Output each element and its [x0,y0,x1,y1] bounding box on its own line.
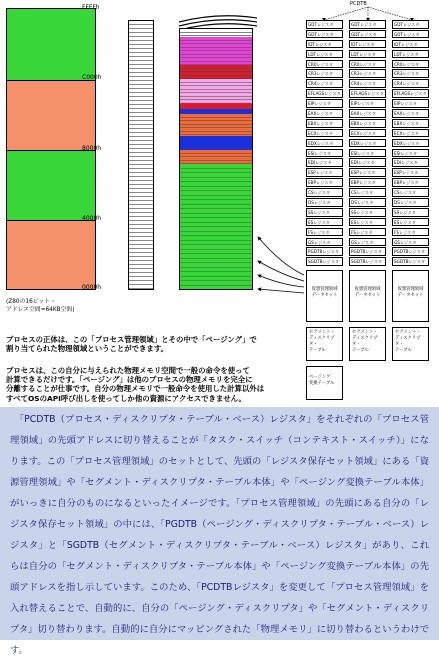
register-cell: EDIレジスタ [306,158,343,167]
register-cell: EBXレジスタ [306,119,343,128]
seg-box-3: セグメント・ ディスクリプタ・ テーブル [392,327,429,361]
register-cell: GDTレジスタ [349,30,386,39]
stack-green-band [180,164,252,290]
register-cell: FSレジスタ [392,228,429,237]
register-cell: CR4レジスタ [306,79,343,88]
register-cell: ESIレジスタ [349,149,386,158]
stack-blue-band-2 [180,136,252,150]
register-cell: CR0レジスタ [306,60,343,69]
register-cell: EDXレジスタ [349,139,386,148]
register-cell: ESPレジスタ [392,168,429,177]
seg-box-2: セグメント・ ディスクリプタ・ テーブル [349,327,386,361]
segment-0000-4000 [7,220,95,290]
register-cell: EDXレジスタ [392,139,429,148]
mgmt-box-1: 仮想管理領域 データセット [306,270,343,322]
register-cell: CR0レジスタ [392,60,429,69]
register-cell: ESレジスタ [349,218,386,227]
page-box-1: ページング 変換テーブル [306,366,343,400]
register-cell: EIPレジスタ [392,99,429,108]
register-table-col3 [392,20,429,267]
register-cell: GSレジスタ [392,238,429,247]
register-cell: ESIレジスタ [392,149,429,158]
explanation-panel [0,407,439,656]
register-cell: EFLAGSレジスタ [392,89,429,98]
address-label-4000: 4000h [82,215,102,222]
stack-pink-band [180,79,252,103]
register-cell: DSレジスタ [306,198,343,207]
register-cell: SGDTBレジスタ [306,257,343,266]
register-cell: GDTレジスタ [392,30,429,39]
address-label-8000: 8000h [82,145,102,152]
register-cell: CR3レジスタ [349,69,386,78]
register-cell: IDTレジスタ [349,40,386,49]
note2-line2: 計算できるだけです。「ページング」は他のプロセスの物理メモリを完全に [6,375,253,385]
register-cell: EDIレジスタ [392,158,429,167]
segment-8000-c000 [7,80,95,151]
register-cell: SSレジスタ [349,208,386,217]
register-cell: CR4レジスタ [349,79,386,88]
note2-line1: プロセスは、この自分に与えられた物理メモリ空間で一般の命令を使って [6,366,250,375]
register-cell: SSレジスタ [306,208,343,217]
mapping-arrows [252,225,312,300]
register-cell: GSレジスタ [306,238,343,247]
register-cell: FSレジスタ [349,228,386,237]
register-cell: PGDTBレジスタ [306,247,343,256]
address-space-caption [6,298,74,314]
register-cell: ESPレジスタ [306,168,343,177]
register-cell: EDIレジスタ [349,158,386,167]
note-process-identity [6,335,306,353]
register-cell: LDTレジスタ [306,50,343,59]
register-cell: CR3レジスタ [392,69,429,78]
register-cell: EBPレジスタ [349,178,386,187]
register-cell: ESPレジスタ [349,168,386,177]
note2-line4: すべてOSのAPI呼び出しを使ってしか他の資源にアクセスできません。 [6,393,246,403]
register-cell: IDTレジスタ [392,40,429,49]
note2-line3: 分離することが仕事です。自分の物理メモリで一般命令を使用した計算以外は [6,384,265,394]
caption-line-1: (Z80の16ビット・ [6,299,56,305]
register-cell: EBXレジスタ [349,119,386,128]
process-stack [179,28,253,290]
register-cell: EBXレジスタ [392,119,429,128]
register-cell: ESレジスタ [392,218,429,227]
register-cell: EAXレジスタ [392,109,429,118]
mgmt-box-2: 仮想管理領域 データセット [349,270,386,322]
register-cell: EIPレジスタ [349,99,386,108]
address-label-ffff: FFFFh [82,4,100,11]
address-label-0000: 0000h [82,284,102,291]
register-cell: ESIレジスタ [306,149,343,158]
register-cell: LDTレジスタ [392,50,429,59]
register-cell: ESレジスタ [306,218,343,227]
register-cell: GDTレジスタ [306,20,343,29]
segment-c000-ffff [7,9,95,80]
register-cell: DSレジスタ [392,198,429,207]
register-cell: EAXレジスタ [306,109,343,118]
stack-magenta-band [180,37,252,65]
register-cell: SSレジスタ [392,208,429,217]
register-cell: IDTレジスタ [306,40,343,49]
register-cell: CR0レジスタ [349,60,386,69]
register-cell: GSレジスタ [349,238,386,247]
register-cell: SGDTBレジスタ [349,257,386,266]
note1-line2: 割り当てられた物理領域ということができます。 [6,344,169,354]
stack-white-top [180,29,252,37]
register-cell: CR3レジスタ [306,69,343,78]
stack-orange-band-2 [180,150,252,164]
register-cell: FSレジスタ [306,228,343,237]
register-cell: ECXレジスタ [306,129,343,138]
segment-4000-8000 [7,150,95,221]
page-frame-column [128,20,154,290]
address-label-c000: C000h [82,74,102,81]
register-cell: ECXレジスタ [392,129,429,138]
register-cell: CR4レジスタ [392,79,429,88]
caption-line-2: アドレス空間=64KB空間) [6,307,75,313]
register-cell: GDTレジスタ [306,30,343,39]
explanation-paragraph: 「PCDTB（プロセス・ディスクリプタ・テーブル・ベース）レジスタ」をそれぞれの「プロセス管理領域」の先頭アドレスに切り替えることが「タスク・スイッチ（コンテキスト・スイッチ）」になります。この「プロセス管理領域」のセットとして、先頭の「レジスタ保存セット領域」にある「資源管理領域」や「セグメント・ディスクリプタ・テーブル本体」や「ページング変換テーブル本体」がいっきに自分のものになるといったイメージです。「プロセス管理領域」の先頭にある自分の「レジスタ保存セット領域」の中には、「PGDTB（ページング・ディスクリプタ・テーブル・ベース）レジスタ」と「SGDTB（セグメント・ディスクリプタ・テーブル・ベース）レジスタ」があり、これらは自分の「セグメント・ディスクリプタ・テーブル本体」や「ページング変換テーブル本体」の先頭アドレスを指し示しています。このため、「PCDTBレジスタ」を変更して「プロセス管理領域」を入れ替えることで、自動的に、自分の「ページング・ディスクリプタ」や「セグメント・ディスクリプタ」切り替わります。自動的に自分にマッピングされた「物理メモリ」に切り替わるというわけです。 [10,414,429,656]
register-cell: CSレジスタ [349,188,386,197]
stack-red-band [180,65,252,79]
register-cell: LDTレジスタ [349,50,386,59]
register-table-col1 [306,20,343,267]
register-cell: PGDTBレジスタ [392,247,429,256]
stack-orange-band [180,114,252,136]
note1-line1: プロセスの正体は、この「プロセス管理領域」とその中で「ページング」で [6,335,257,344]
register-cell: PGDTBレジスタ [349,247,386,256]
register-cell: EAXレジスタ [349,109,386,118]
register-cell: EIPレジスタ [306,99,343,108]
pcdtb-label: PCDTB [350,1,367,7]
register-cell: GDTレジスタ [392,20,429,29]
register-cell: EDXレジスタ [306,139,343,148]
register-cell: EFLAGSレジスタ [349,89,386,98]
register-cell: EFLAGSレジスタ [306,89,343,98]
register-cell: ECXレジスタ [349,129,386,138]
register-cell: CSレジスタ [392,188,429,197]
register-cell: DSレジスタ [349,198,386,207]
mgmt-box-3: 仮想管理領域 データセット [392,270,429,322]
register-table-col2 [349,20,386,267]
seg-box-1: セグメント・ ディスクリプタ・ テーブル [306,327,343,361]
register-cell: EBPレジスタ [306,178,343,187]
note-paging-isolation [6,366,306,403]
register-cell: SGDTBレジスタ [392,257,429,266]
register-cell: GDTレジスタ [349,20,386,29]
register-cell: CSレジスタ [306,188,343,197]
register-cell: EBPレジスタ [392,178,429,187]
